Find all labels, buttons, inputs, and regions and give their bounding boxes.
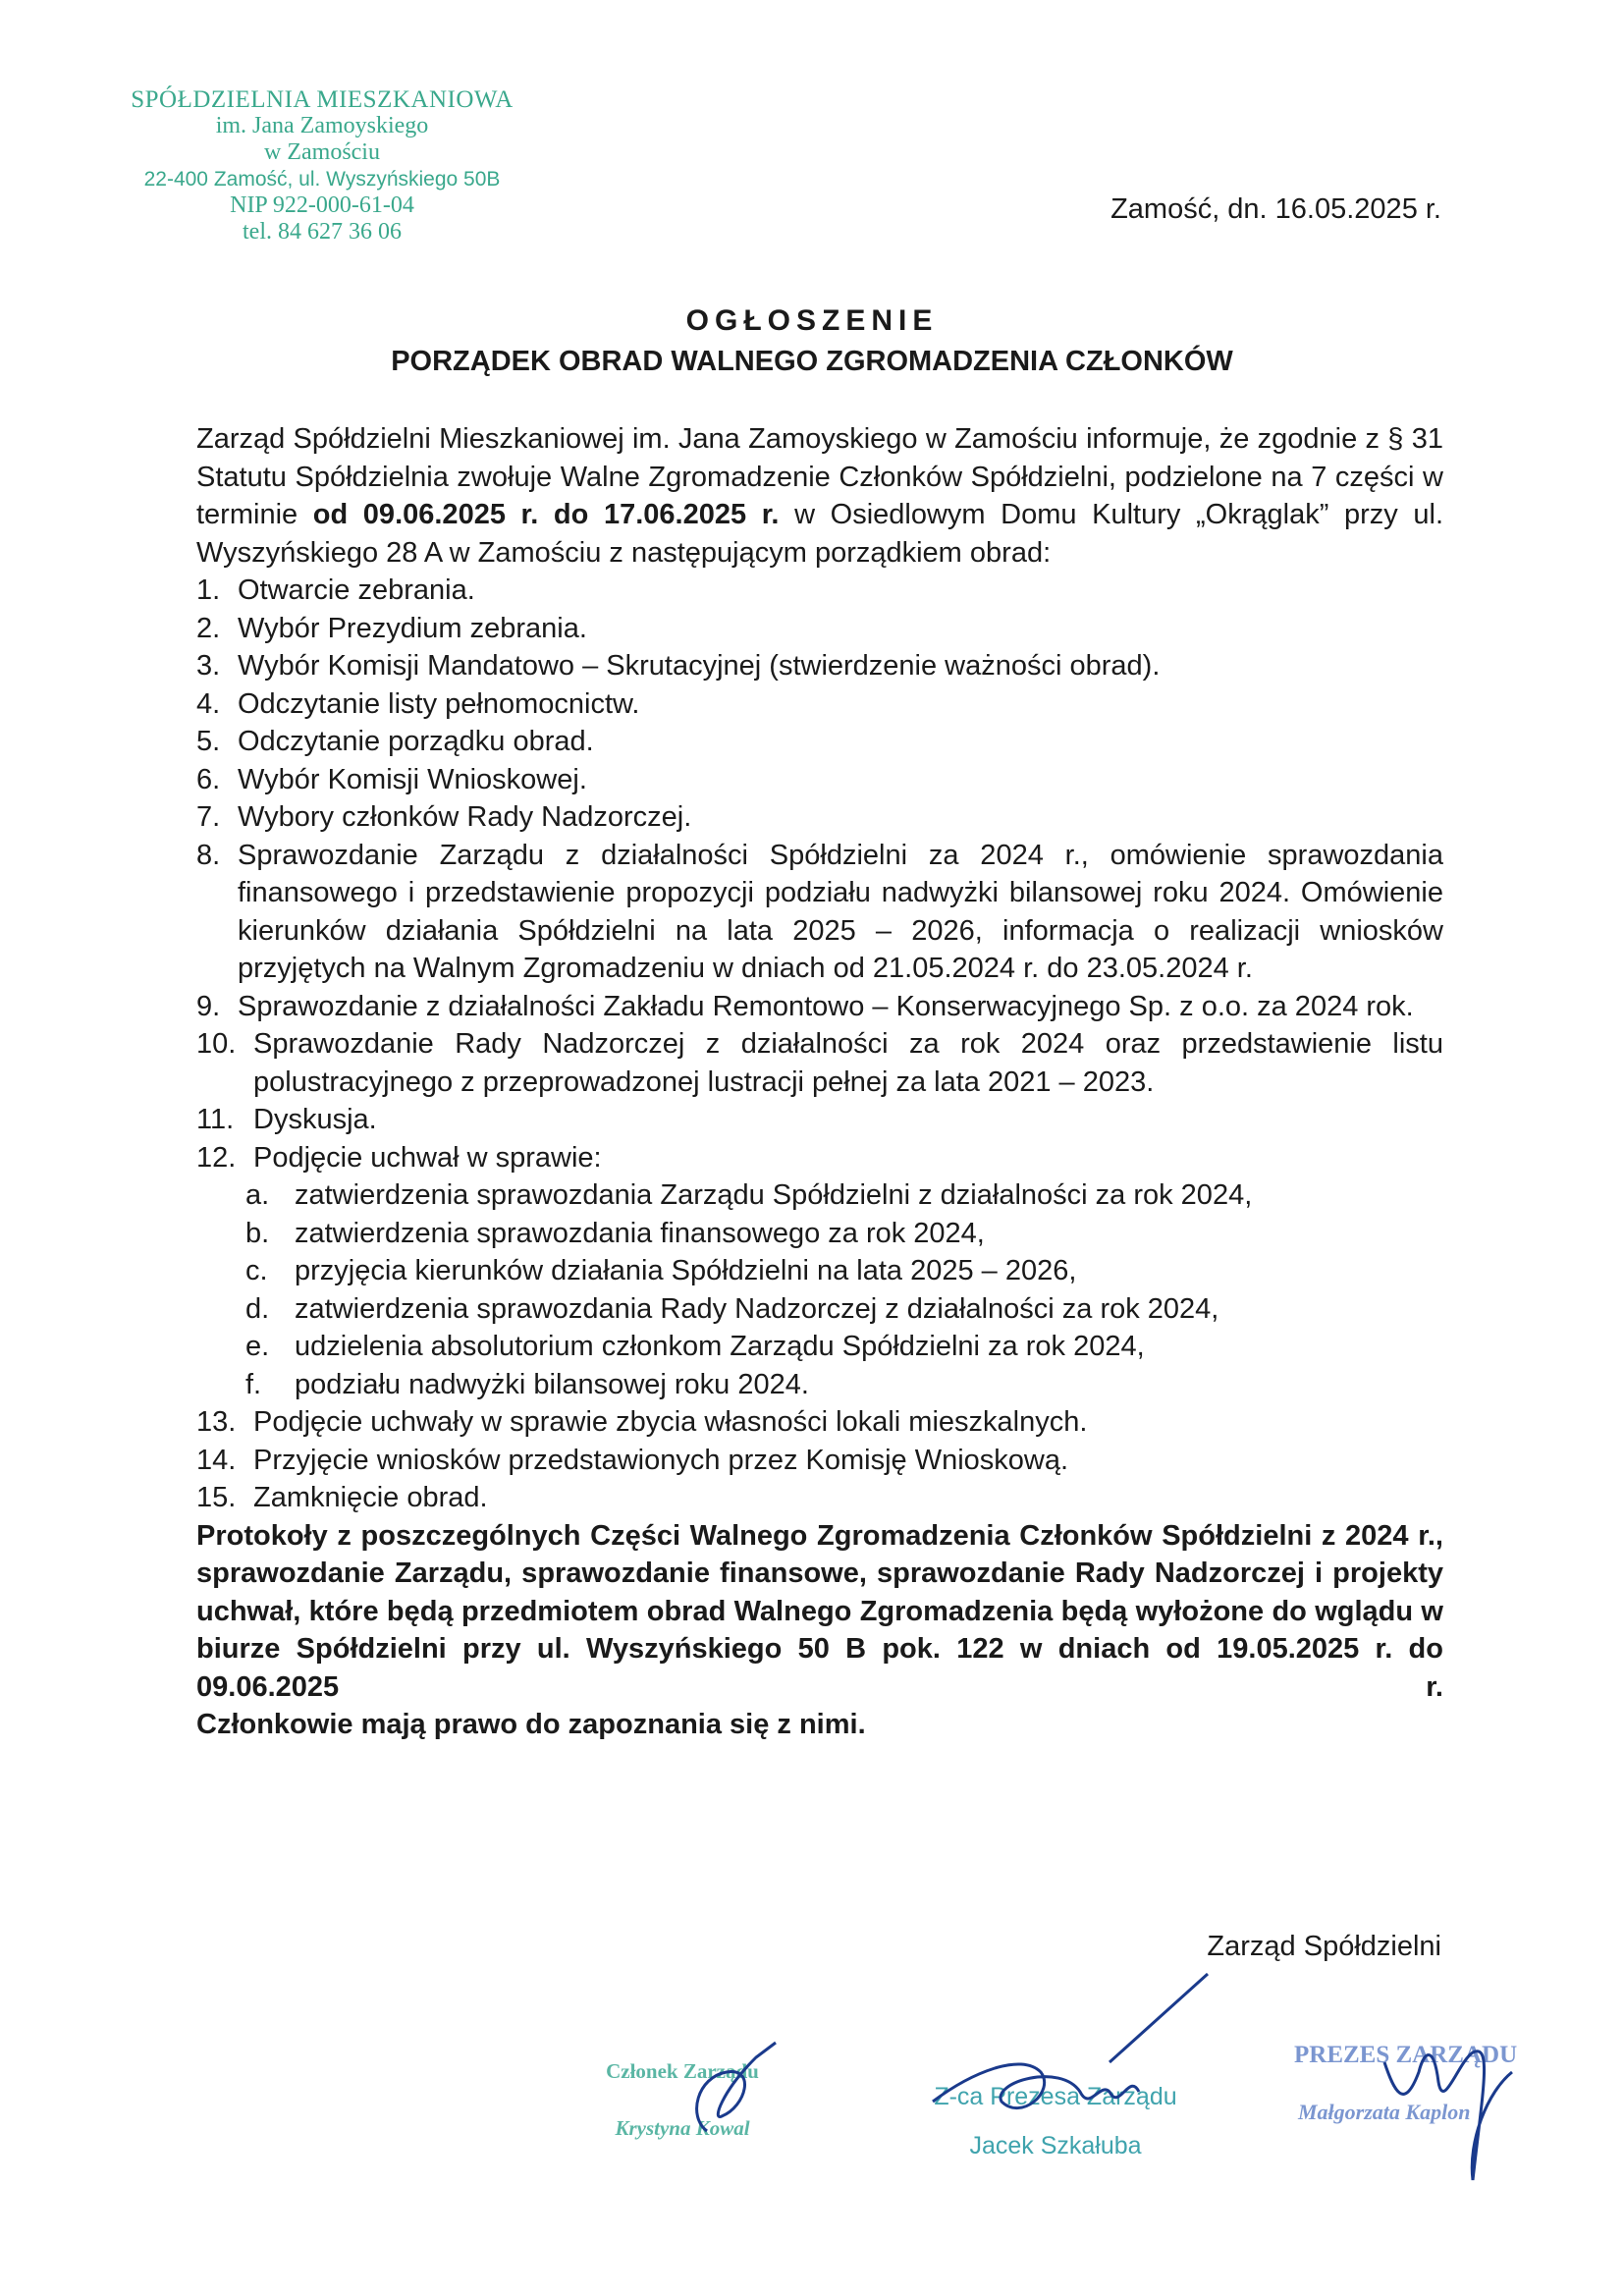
- agenda-item: [196, 572, 1443, 610]
- agenda-item: [196, 647, 1443, 685]
- agenda-item: [196, 837, 1443, 988]
- agenda-number: 10.: [196, 1028, 237, 1060]
- agenda-text: Sprawozdanie z działalności Zakładu Remontowo – Konserwacyjnego Sp. z o.o. za 2024 rok.: [238, 990, 1414, 1022]
- stamp-nip: NIP 922-000-61-04: [230, 192, 414, 218]
- document-subtitle: PORZĄDEK OBRAD WALNEGO ZGROMADZENIA CZŁONKÓW: [391, 346, 1233, 377]
- agenda-text: Wybór Komisji Wnioskowej.: [238, 763, 587, 795]
- sublist-item: [196, 1290, 1443, 1329]
- stamp-phone: tel. 84 627 36 06: [243, 219, 402, 245]
- agenda-number: 1.: [196, 574, 221, 606]
- sublist-item: [196, 1328, 1443, 1366]
- agenda-text: Zamknięcie obrad.: [253, 1482, 488, 1513]
- agenda-text: Wybór Prezydium zebrania.: [238, 612, 587, 644]
- stamp-city: w Zamościu: [264, 139, 380, 165]
- agenda-number: 7.: [196, 801, 221, 833]
- intro-text-2: w Osiedlowym Domu Kultury „Okrąglak” przy ul. Wyszyńskiego 28 A w Zamościu z następującym porządkiem obrad:: [196, 499, 1444, 569]
- agenda-item: [196, 798, 1443, 837]
- sublist-text: przyjęcia kierunków działania Spółdzielni na lata 2025 – 2026,: [295, 1255, 1077, 1286]
- handwritten-signature-vice-president: [913, 1974, 1218, 2170]
- agenda-text: Sprawozdanie Zarządu z działalności Spółdzielni za 2024 r., omówienie sprawozdania finansowego i przedstawienie propozycji podziału nadwyżki bilansowej roku 2024. Omówienie kierunków działania Spółdzielni na lata 2025 – 2026, informacja o realizacji wniosków przyjętych na Walnym Zgromadzeniu w dniach od 21.05.2024 r. do 23.05.2024 r.: [238, 839, 1443, 984]
- closing-last-line: Członkowie mają prawo do zapoznania się z nimi.: [196, 1709, 866, 1740]
- agenda-item: [196, 1442, 1443, 1480]
- stamp-patron: im. Jana Zamoyskiego: [215, 113, 429, 138]
- agenda-item: [196, 1139, 1443, 1177]
- agenda-number: 15.: [196, 1482, 237, 1513]
- agenda-number: 3.: [196, 650, 221, 682]
- agenda-number: 8.: [196, 839, 221, 871]
- agenda-number: 2.: [196, 612, 221, 644]
- agenda-number: 9.: [196, 990, 221, 1022]
- agenda-item: [196, 988, 1443, 1026]
- agenda-text: Podjęcie uchwał w sprawie:: [253, 1141, 602, 1174]
- agenda-item: [196, 1025, 1443, 1101]
- sublist-item: [196, 1176, 1443, 1215]
- signatory-role: Z-ca Prezesa Zarządu: [934, 2083, 1177, 2110]
- intro-text-1: Zarząd Spółdzielni Mieszkaniowej im. Jana Zamoyskiego w Zamościu informuje, że zgodnie z § 31 Statutu Spółdzielnia zwołuje Walne Zgromadzenie Członków Spółdzielni, podzielone na 7 części w terminie: [196, 423, 1443, 530]
- sublist-letter: f.: [245, 1368, 262, 1400]
- sublist-text: podziału nadwyżki bilansowej roku 2024.: [295, 1368, 809, 1400]
- agenda-text: Otwarcie zebrania.: [238, 574, 475, 606]
- handwritten-signature-president: [1365, 2003, 1532, 2190]
- handwritten-signature-member: [628, 2038, 825, 2146]
- agenda-number: 14.: [196, 1444, 237, 1476]
- sublist-item: [196, 1252, 1443, 1290]
- agenda-item: [196, 723, 1443, 761]
- signatory-name: Jacek Szkałuba: [969, 2132, 1142, 2159]
- agenda-text: Odczytanie porządku obrad.: [238, 726, 594, 757]
- agenda-number: 5.: [196, 726, 221, 757]
- stamp-address: 22-400 Zamość, ul. Wyszyńskiego 50B: [143, 168, 501, 191]
- agenda-number: 12.: [196, 1141, 237, 1174]
- sublist-item: [196, 1215, 1443, 1253]
- sublist-text: zatwierdzenia sprawozdania Zarządu Spółdzielni z działalności za rok 2024,: [295, 1179, 1253, 1211]
- document-title: OGŁOSZENIE: [685, 304, 939, 337]
- agenda-list: [196, 572, 1443, 1517]
- sublist-text: udzielenia absolutorium członkom Zarządu Spółdzielni za rok 2024,: [295, 1331, 1145, 1362]
- signatory-role: PREZES ZARZĄDU: [1294, 2042, 1518, 2068]
- agenda-text: Sprawozdanie Rady Nadzorczej z działalności za rok 2024 oraz przedstawienie listu polustracyjnego z przeprowadzonej lustracji pełnej za lata 2021 – 2023.: [253, 1028, 1443, 1098]
- sublist-item: [196, 1366, 1443, 1404]
- agenda-text: Dyskusja.: [253, 1104, 377, 1135]
- agenda-item: [196, 610, 1443, 648]
- agenda-number: 11.: [196, 1104, 235, 1135]
- sublist-letter: c.: [245, 1255, 268, 1286]
- signatory-role: Członek Zarządu: [606, 2059, 759, 2083]
- signatory-name: Krystyna Kowal: [615, 2116, 750, 2140]
- stamp-org-name: SPÓŁDZIELNIA MIESZKANIOWA: [131, 86, 514, 113]
- agenda-item: [196, 1101, 1443, 1139]
- agenda-item: [196, 685, 1443, 724]
- sublist-text: zatwierdzenia sprawozdania finansowego za rok 2024,: [295, 1217, 985, 1249]
- agenda-number: 6.: [196, 763, 221, 795]
- sublist-text: zatwierdzenia sprawozdania Rady Nadzorczej z działalności za rok 2024,: [295, 1292, 1219, 1325]
- signature-heading: Zarząd Spółdzielni: [1207, 1931, 1441, 1962]
- cooperative-stamp: [86, 86, 558, 246]
- sublist-letter: a.: [245, 1179, 270, 1211]
- agenda-item: [196, 761, 1443, 799]
- resolution-sublist: [196, 1176, 1443, 1403]
- document-body: [196, 420, 1443, 1744]
- intro-paragraph: [196, 420, 1443, 572]
- closing-main-text: Protokoły z poszczególnych Części Walnego Zgromadzenia Członków Spółdzielni z 2024 r., sprawozdanie Zarządu, sprawozdanie finansowe, sprawozdanie Rady Nadzorczej i projekty uchwał, które będą przedmiotem obrad Walnego Zgromadzenia będą wyłożone do wglądu w biurze Spółdzielni przy ul. Wyszyńskiego 50 B pok. 122 w dniach od 19.05.2025 r. do 09.06.2025 r.: [196, 1519, 1443, 1703]
- agenda-item: [196, 1403, 1443, 1442]
- agenda-text: Wybór Komisji Mandatowo – Skrutacyjnej (stwierdzenie ważności obrad).: [238, 650, 1161, 682]
- agenda-text: Wybory członków Rady Nadzorczej.: [238, 801, 692, 833]
- document-date: Zamość, dn. 16.05.2025 r.: [1110, 193, 1441, 225]
- sublist-letter: b.: [245, 1217, 270, 1249]
- agenda-text: Odczytanie listy pełnomocnictw.: [238, 687, 640, 720]
- agenda-text: Podjęcie uchwały w sprawie zbycia własności lokali mieszkalnych.: [253, 1406, 1088, 1438]
- agenda-number: 13.: [196, 1406, 237, 1438]
- signatory-name: Małgorzata Kaplon: [1298, 2100, 1471, 2124]
- agenda-text: Przyjęcie wniosków przedstawionych przez Komisję Wnioskową.: [253, 1444, 1069, 1476]
- sublist-letter: d.: [245, 1292, 270, 1325]
- agenda-item: [196, 1479, 1443, 1517]
- agenda-number: 4.: [196, 687, 221, 720]
- intro-dates: od 09.06.2025 r. do 17.06.2025 r.: [312, 499, 780, 530]
- sublist-letter: e.: [245, 1331, 270, 1362]
- closing-paragraph: [196, 1517, 1443, 1744]
